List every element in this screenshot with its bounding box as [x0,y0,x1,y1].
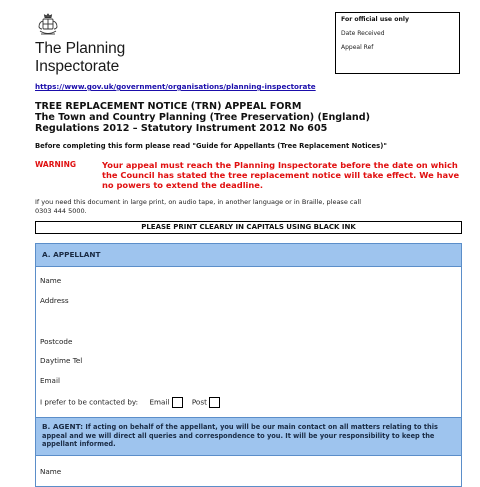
address-field[interactable]: Address [40,296,69,305]
contact-post-label: Post [191,397,207,407]
contact-email-label: Email [149,397,170,407]
official-use-title: For official use only [341,16,410,23]
royal-crest-icon [37,13,59,37]
org-name [35,40,125,76]
contact-email-checkbox[interactable] [172,397,183,408]
print-instruction: PLEASE PRINT CLEARLY IN CAPITALS USING BLACK INK [35,221,462,234]
date-received-label: Date Received [341,30,385,37]
daytime-tel-field[interactable]: Daytime Tel [40,356,83,365]
warning-text: Your appeal must reach the Planning Inspectorate before the date on which the Council has stated the tree replacement notice will take effect. We have no powers to extend the deadline. [102,160,460,190]
postcode-field[interactable]: Postcode [40,337,73,346]
form-title-line2: The Town and Country Planning (Tree Preservation) (England) [35,112,371,123]
agent-name-field[interactable]: Name [40,467,62,476]
accessibility-phone: 0303 444 5000. [35,206,87,215]
section-a-heading: A. APPELLANT [36,244,461,267]
gov-url-link[interactable]: https://www.gov.uk/government/organisations/planning-inspectorate [35,82,316,91]
form-title-line1: TREE REPLACEMENT NOTICE (TRN) APPEAL FORM [35,101,302,112]
section-b-title: B. AGENT: [42,422,84,431]
section-b-description: If acting on behalf of the appellant, you will be our main contact on all matters relating to this appeal and we will direct all queries and correspondence to you. It will be your responsibility to keep the appellant informed. [42,423,438,448]
warning-label: WARNING [35,160,77,169]
section-appellant [35,243,462,420]
email-field[interactable]: Email [40,376,60,385]
name-field[interactable]: Name [40,276,62,285]
section-agent [35,417,462,487]
contact-post-checkbox[interactable] [209,397,220,408]
official-use-box [335,12,460,74]
org-name-line1: The Planning [35,40,126,57]
form-title-line3: Regulations 2012 – Statutory Instrument 2012 No 605 [35,123,328,134]
contact-preference-label: I prefer to be contacted by: [40,397,139,407]
appeal-ref-label: Appeal Ref [341,44,374,51]
accessibility-note [35,198,361,215]
section-b-heading [36,418,461,456]
form-title [35,101,370,134]
guidance-note: Before completing this form please read "Guide for Appellants (Tree Replacement Notices)" [35,142,387,150]
accessibility-line1: If you need this document in large print, on audio tape, in another language or in Braille, please call [35,198,362,206]
contact-preference-row [40,397,220,408]
org-name-line2: Inspectorate [35,58,120,75]
